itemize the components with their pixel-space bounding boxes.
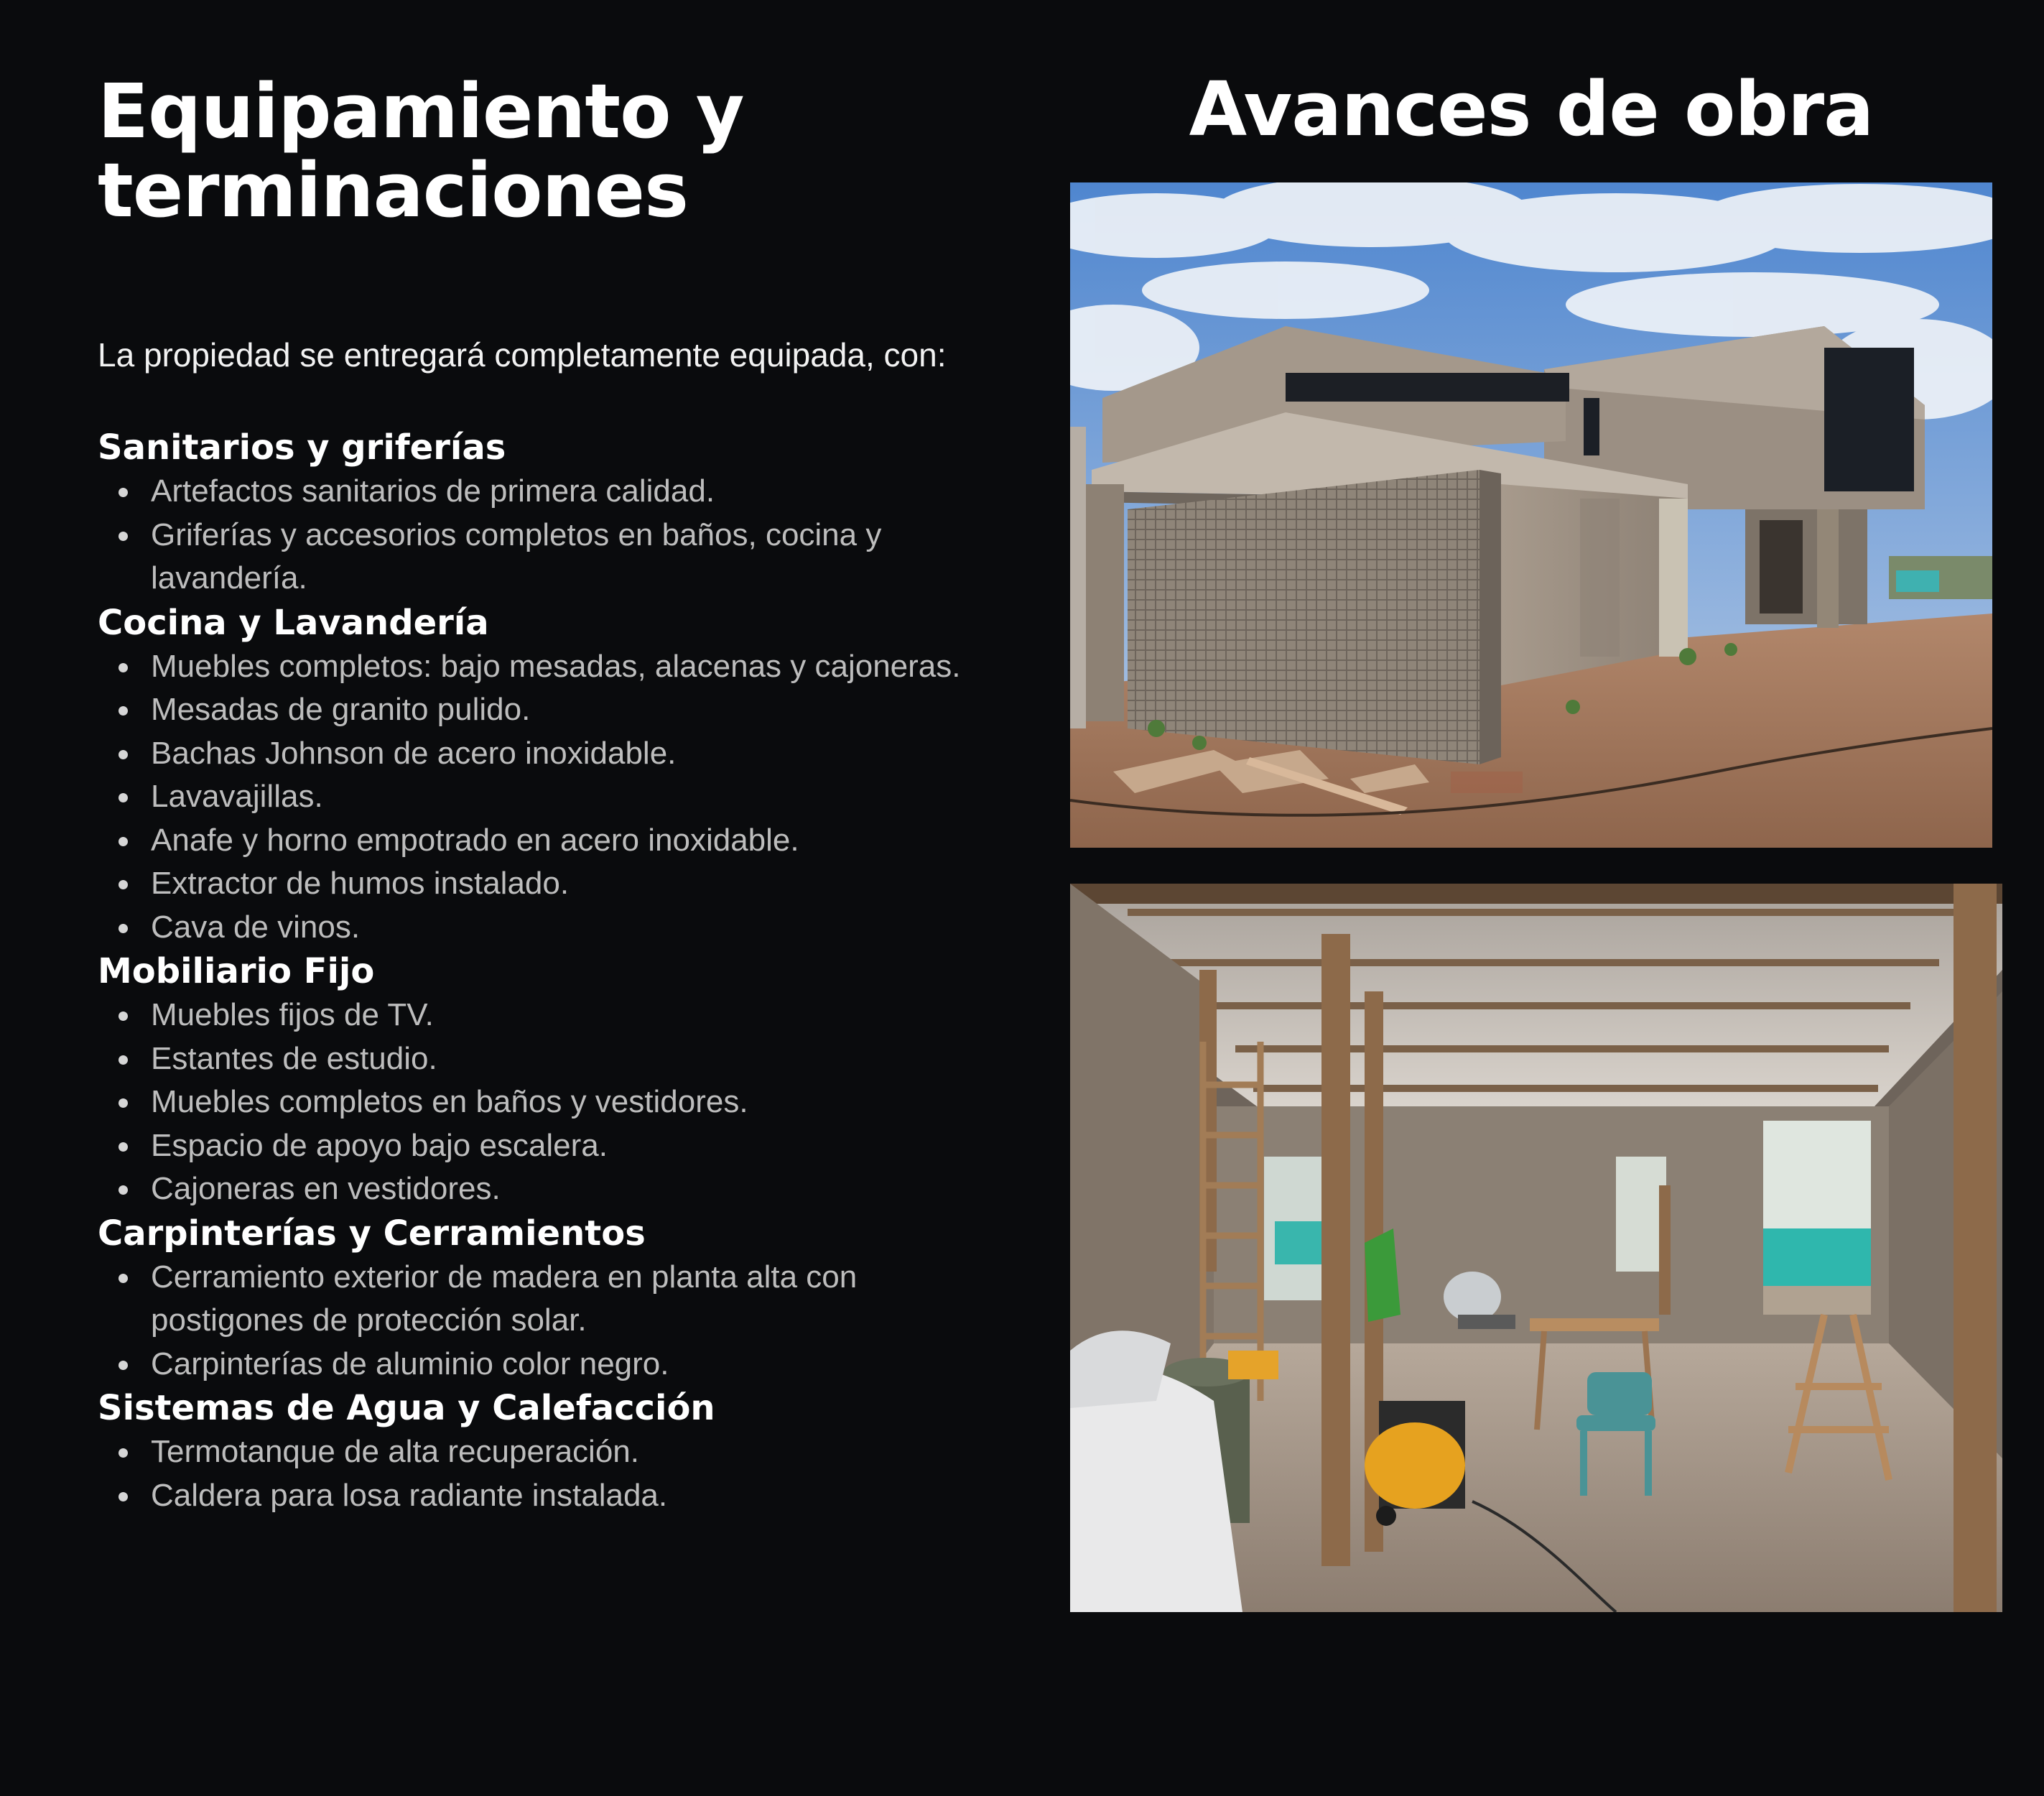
bullet-list [98, 1256, 988, 1387]
list-item: Bachas Johnson de acero inoxidable. [98, 732, 988, 776]
section-heading: Carpinterías y Cerramientos [98, 1213, 646, 1254]
list-item: Espacio de apoyo bajo escalera. [98, 1124, 988, 1168]
section-heading: Sanitarios y griferías [98, 427, 506, 468]
section-heading: Sistemas de Agua y Calefacción [98, 1388, 715, 1428]
list-item: Mesadas de granito pulido. [98, 688, 988, 732]
intro-text: La propiedad se entregará completamente equipada, con: [98, 336, 947, 374]
list-item: Cerramiento exterior de madera en planta alta con postigones de protección solar. [98, 1256, 988, 1343]
section-heading: Cocina y Lavandería [98, 602, 489, 643]
bullet-list [98, 470, 988, 601]
list-item: Extractor de humos instalado. [98, 862, 988, 906]
bullet-list [98, 994, 988, 1211]
list-item: Cava de vinos. [98, 906, 988, 950]
list-item: Muebles completos: bajo mesadas, alacenas y cajoneras. [98, 645, 988, 689]
list-item: Muebles completos en baños y vestidores. [98, 1080, 988, 1124]
list-item: Lavavajillas. [98, 775, 988, 819]
list-item: Cajoneras en vestidores. [98, 1167, 988, 1211]
list-item: Griferías y accesorios completos en baños, cocina y lavandería. [98, 514, 988, 601]
section-heading: Mobiliario Fijo [98, 951, 375, 991]
equipment-sections [98, 425, 988, 1517]
progress-title: Avances de obra [1189, 65, 1874, 153]
section-mobiliario [98, 949, 988, 1211]
section-sanitarios [98, 425, 988, 601]
list-item: Anafe y horno empotrado en acero inoxidable. [98, 819, 988, 863]
page-title-line-2: terminaciones [98, 147, 688, 234]
list-item: Estantes de estudio. [98, 1037, 988, 1081]
section-carpinterias [98, 1211, 988, 1387]
section-agua-calefaccion [98, 1386, 988, 1517]
section-cocina [98, 601, 988, 950]
page-title [98, 68, 988, 234]
page-title-line-1: Equipamiento y [98, 68, 744, 155]
bullet-list [98, 1430, 988, 1517]
equipment-column [98, 68, 988, 1517]
list-item: Termotanque de alta recuperación. [98, 1430, 988, 1474]
list-item: Artefactos sanitarios de primera calidad. [98, 470, 988, 514]
exterior-construction-photo [1070, 182, 1992, 848]
list-item: Muebles fijos de TV. [98, 994, 988, 1037]
list-item: Caldera para losa radiante instalada. [98, 1474, 988, 1518]
list-item: Carpinterías de aluminio color negro. [98, 1343, 988, 1387]
interior-construction-photo [1070, 884, 2002, 1612]
bullet-list [98, 645, 988, 950]
